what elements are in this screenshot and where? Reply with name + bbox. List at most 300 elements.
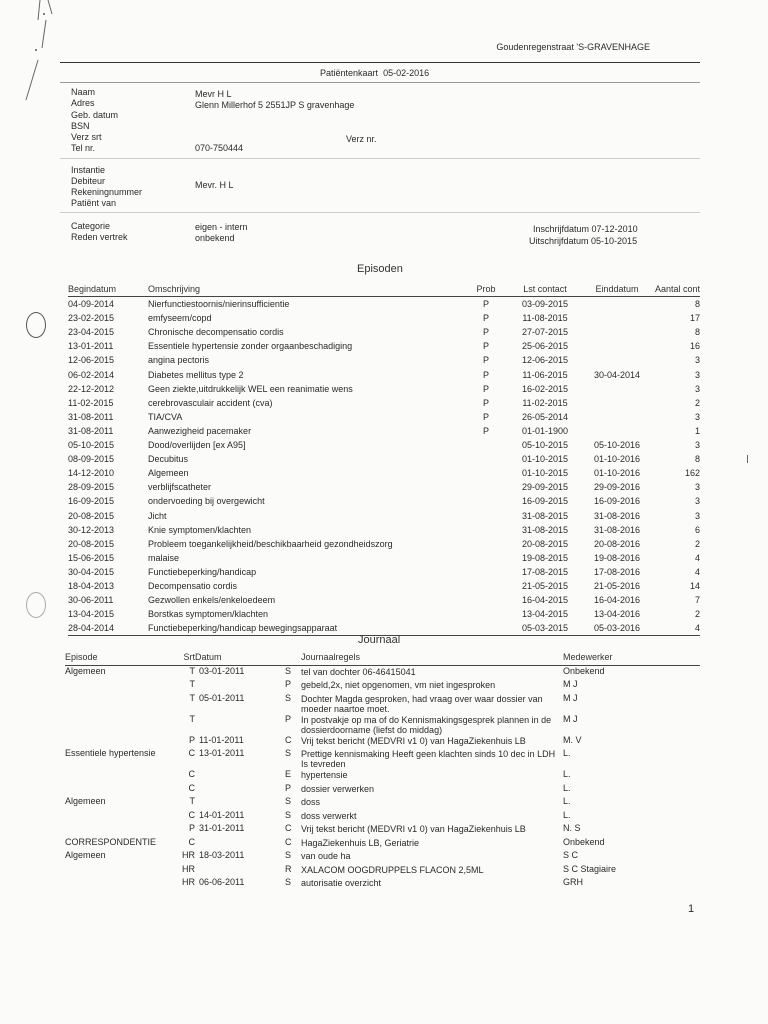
journaalregel-cell: autorisatie overzicht	[301, 878, 382, 888]
einddatum-cell	[582, 297, 652, 312]
datum-cell: 05-01-2011	[199, 692, 245, 703]
srt-cell: C	[188, 769, 195, 779]
medewerker-cell: M J	[563, 713, 578, 724]
aantal-cont-cell: 4	[694, 566, 700, 577]
einddatum-cell: 31-08-2016	[593, 524, 641, 535]
srt-cell: T	[189, 665, 195, 676]
lst-contact-cell: 16-09-2015	[521, 496, 569, 507]
datum-cell	[195, 864, 285, 878]
prob-cell: P	[482, 313, 489, 324]
aantal-cont-cell: 6	[694, 524, 700, 535]
table-row	[68, 297, 700, 312]
episode-cell	[65, 877, 181, 891]
lst-contact-cell: 13-04-2015	[521, 609, 569, 620]
page-number: 1	[688, 903, 695, 915]
einddatum-cell	[582, 353, 652, 367]
srt-cell: P	[188, 823, 195, 833]
episode-cell: Algemeen	[65, 850, 106, 860]
prob-cell	[464, 523, 508, 537]
label-geb-datum: Geb. datum	[71, 110, 119, 120]
type-cell: P	[285, 782, 292, 793]
einddatum-cell	[582, 325, 652, 339]
einddatum-cell	[582, 410, 652, 424]
table-row	[65, 679, 700, 693]
table-row	[68, 325, 700, 339]
header-type	[285, 652, 301, 665]
table-row	[68, 579, 700, 593]
lst-contact-cell: 05-03-2015	[521, 623, 569, 634]
journaal-table	[65, 652, 700, 891]
medewerker-cell: M. V	[563, 734, 582, 745]
scan-scribble-mark	[18, 0, 68, 110]
table-row	[68, 452, 700, 466]
journaal-header-row	[65, 652, 700, 665]
episode-cell	[65, 783, 181, 797]
begindatum-cell: 13-04-2015	[68, 609, 115, 620]
aantal-cont-cell: 7	[694, 595, 700, 606]
datum-cell	[195, 679, 285, 693]
episode-cell: Algemeen	[65, 796, 106, 806]
begindatum-cell: 11-02-2015	[68, 397, 114, 408]
label-verz-srt: Verz srt	[71, 132, 102, 142]
einddatum-cell: 21-05-2016	[593, 580, 641, 591]
table-row	[65, 693, 700, 714]
einddatum-cell: 29-09-2016	[593, 482, 641, 493]
journaalregel-cell: Vrij tekst bericht (MEDVRI v1 0) van HagaZiekenhuis LB	[301, 824, 526, 834]
label-verz-nr: Verz nr.	[346, 134, 377, 144]
begindatum-cell: 08-09-2015	[68, 454, 115, 465]
lst-contact-cell: 20-08-2015	[521, 538, 569, 549]
table-row	[68, 382, 700, 396]
einddatum-cell	[582, 382, 652, 396]
patient-adres: Glenn Millerhof 5 2551JP S gravenhage	[195, 100, 355, 110]
einddatum-cell: 30-04-2014	[593, 369, 641, 380]
type-cell: C	[285, 823, 292, 833]
label-naam: Naam	[71, 87, 96, 97]
lst-contact-cell: 01-10-2015	[521, 468, 569, 479]
journaalregel-cell: HagaZiekenhuis LB, Geriatrie	[301, 837, 420, 848]
einddatum-cell	[582, 396, 652, 410]
srt-cell: T	[189, 692, 195, 703]
omschrijving-cell: Dood/overlijden [ex A95]	[148, 440, 246, 451]
prob-cell	[464, 607, 508, 621]
table-row	[68, 396, 700, 410]
table-row	[65, 850, 700, 864]
label-reden-vertrek: Reden vertrek	[71, 232, 128, 242]
label-categorie: Categorie	[71, 221, 111, 231]
einddatum-cell	[582, 311, 652, 325]
table-row	[65, 864, 700, 878]
type-cell: E	[285, 769, 292, 779]
medewerker-cell: L.	[563, 748, 571, 758]
episode-cell: Algemeen	[65, 665, 106, 676]
aantal-cont-cell: 8	[694, 327, 700, 338]
begindatum-cell: 05-10-2015	[68, 440, 115, 451]
episode-cell: Essentiele hypertensie	[65, 748, 156, 758]
datum-cell: 31-01-2011	[199, 823, 245, 833]
einddatum-cell: 01-10-2016	[593, 454, 641, 465]
lst-contact-cell: 16-04-2015	[521, 595, 569, 606]
type-cell: C	[285, 734, 292, 745]
uitschrijfdatum	[529, 236, 637, 246]
lst-contact-cell: 21-05-2015	[521, 580, 569, 591]
aantal-cont-cell: 8	[694, 454, 700, 465]
aantal-cont-cell: 3	[694, 482, 700, 493]
medewerker-cell: L.	[563, 769, 571, 779]
prob-cell	[464, 452, 508, 466]
table-row	[68, 368, 700, 382]
medewerker-cell: GRH	[563, 877, 583, 887]
label-adres: Adres	[71, 98, 95, 108]
aantal-cont-cell: 3	[694, 369, 700, 380]
aantal-cont-cell: 2	[694, 538, 700, 549]
datum-cell	[195, 783, 285, 797]
srt-cell: HR	[182, 877, 195, 887]
einddatum-cell	[582, 339, 652, 353]
omschrijving-cell: Algemeen	[148, 468, 189, 479]
header-begindatum: Begindatum	[68, 282, 148, 297]
episode-cell	[65, 769, 181, 783]
table-row	[65, 748, 700, 769]
omschrijving-cell: angina pectoris	[148, 355, 210, 366]
srt-cell: T	[189, 713, 195, 724]
einddatum-cell: 13-04-2016	[593, 609, 641, 620]
table-row	[68, 509, 700, 523]
patient-debiteur: Mevr. H L	[195, 180, 234, 190]
lst-contact-cell: 01-01-1900	[521, 425, 569, 436]
uitschrijf-value: 05-10-2015	[591, 236, 638, 246]
episoden-header-row	[68, 282, 700, 297]
begindatum-cell: 31-08-2011	[68, 411, 114, 422]
einddatum-cell: 16-09-2016	[593, 496, 641, 507]
medewerker-cell: Onbekend	[563, 665, 605, 676]
episode-cell	[65, 714, 181, 735]
table-row	[68, 551, 700, 565]
type-cell: S	[285, 850, 292, 860]
medewerker-cell: L.	[563, 796, 571, 806]
lst-contact-cell: 03-09-2015	[521, 299, 569, 310]
type-cell: S	[285, 748, 292, 758]
type-cell: S	[285, 665, 292, 676]
separator-rule	[60, 212, 700, 213]
srt-cell: C	[188, 748, 195, 758]
table-row	[68, 311, 700, 325]
begindatum-cell: 22-12-2012	[68, 383, 115, 394]
table-row	[65, 810, 700, 824]
patient-tel: 070-750444	[195, 143, 244, 153]
lst-contact-cell: 25-06-2015	[521, 341, 569, 352]
patient-categorie: eigen - intern	[195, 222, 248, 232]
omschrijving-cell: Geen ziekte,uitdrukkelijk WEL een reanimatie wens	[148, 383, 353, 394]
einddatum-cell: 20-08-2016	[593, 538, 641, 549]
omschrijving-cell: Aanwezigheid pacemaker	[148, 425, 252, 436]
label-instantie: Instantie	[71, 165, 106, 175]
lst-contact-cell: 31-08-2015	[521, 524, 569, 535]
omschrijving-cell: Diabetes mellitus type 2	[148, 369, 244, 380]
srt-cell: HR	[182, 863, 195, 874]
label-rekeningnummer: Rekeningnummer	[71, 187, 143, 197]
begindatum-cell: 28-04-2014	[68, 623, 115, 634]
einddatum-cell: 19-08-2016	[593, 552, 641, 563]
datum-cell	[195, 714, 285, 735]
prob-cell: P	[482, 299, 489, 310]
table-row	[65, 823, 700, 837]
table-row	[65, 877, 700, 891]
prob-cell: P	[482, 425, 489, 436]
journaalregel-cell: XALACOM OOGDRUPPELS FLACON 2,5ML	[301, 864, 484, 875]
table-row	[68, 565, 700, 579]
label-tel: Tel nr.	[71, 143, 96, 153]
type-cell: R	[285, 863, 292, 874]
type-cell: C	[285, 836, 292, 847]
journaal-title: Journaal	[358, 634, 401, 646]
datum-cell	[195, 796, 285, 810]
patient-reden-vertrek: onbekend	[195, 233, 235, 243]
table-row	[68, 353, 700, 367]
lst-contact-cell: 26-05-2014	[521, 411, 569, 422]
aantal-cont-cell: 3	[694, 355, 700, 366]
table-row	[65, 783, 700, 797]
datum-cell: 06-06-2011	[199, 877, 245, 887]
practice-address: Goudenregenstraat 'S-GRAVENHAGE	[496, 42, 650, 52]
journaalregel-cell: In postvakje op ma of do Kennismakingsgesprek plannen in de dossierdoorname (liefst do middag)	[301, 714, 552, 735]
lst-contact-cell: 11-02-2015	[522, 397, 568, 408]
journaalregel-cell: doss verwerkt	[301, 810, 357, 821]
begindatum-cell: 13-01-2011	[68, 341, 114, 352]
episoden-title: Episoden	[357, 263, 403, 275]
table-row	[68, 410, 700, 424]
medewerker-cell: L.	[563, 809, 571, 820]
header-aantal-cont: Aantal cont	[652, 282, 700, 297]
lst-contact-cell: 17-08-2015	[521, 566, 569, 577]
medewerker-cell: M J	[563, 692, 578, 703]
lst-contact-cell: 11-08-2015	[522, 313, 568, 324]
begindatum-cell: 14-12-2010	[68, 468, 115, 479]
prob-cell	[464, 621, 508, 636]
table-row	[68, 480, 700, 494]
table-row	[65, 665, 700, 679]
aantal-cont-cell: 3	[694, 411, 700, 422]
prob-cell	[464, 537, 508, 551]
prob-cell	[464, 579, 508, 593]
medewerker-cell: S C	[563, 850, 579, 860]
aantal-cont-cell: 4	[694, 552, 700, 563]
journaalregel-cell: Prettige kennismaking Heeft geen klachten sinds 10 dec in LDH Is tevreden	[301, 749, 556, 769]
srt-cell: P	[188, 734, 195, 745]
begindatum-cell: 06-02-2014	[68, 369, 115, 380]
omschrijving-cell: Functiebeperking/handicap	[148, 566, 257, 577]
type-cell: S	[285, 877, 292, 887]
datum-cell	[195, 837, 285, 851]
lst-contact-cell: 05-10-2015	[521, 440, 569, 451]
lst-contact-cell: 19-08-2015	[521, 552, 569, 563]
omschrijving-cell: Functiebeperking/handicap bewegingsapparaat	[148, 623, 338, 634]
header-srt: Srt	[181, 652, 195, 665]
einddatum-cell: 05-03-2016	[593, 623, 641, 634]
einddatum-cell: 17-08-2016	[593, 566, 641, 577]
journaalregel-cell: doss	[301, 797, 321, 807]
table-row	[68, 494, 700, 508]
omschrijving-cell: Probleem toegankelijkheid/beschikbaarheid gezondheidszorg	[148, 538, 393, 549]
label-bsn: BSN	[71, 121, 90, 131]
table-row	[65, 714, 700, 735]
begindatum-cell: 04-09-2014	[68, 299, 115, 310]
lst-contact-cell: 01-10-2015	[521, 454, 569, 465]
omschrijving-cell: Chronische decompensatio cordis	[148, 327, 284, 338]
omschrijving-cell: Decubitus	[148, 454, 189, 465]
episode-cell	[65, 864, 181, 878]
einddatum-cell	[582, 424, 652, 438]
medewerker-cell: L.	[563, 782, 571, 793]
medewerker-cell: Onbekend	[563, 836, 605, 847]
lst-contact-cell: 31-08-2015	[521, 510, 569, 521]
type-cell: P	[285, 713, 292, 724]
prob-cell: P	[482, 383, 489, 394]
lst-contact-cell: 11-06-2015	[522, 369, 568, 380]
aantal-cont-cell: 4	[694, 623, 700, 634]
datum-cell: 11-01-2011	[199, 734, 244, 745]
prob-cell	[464, 466, 508, 480]
label-debiteur: Debiteur	[71, 176, 106, 186]
einddatum-cell: 16-04-2016	[593, 595, 641, 606]
journaalregel-cell: van oude ha	[301, 851, 351, 861]
inschrijf-label: Inschrijfdatum	[533, 224, 590, 234]
table-row	[68, 607, 700, 621]
journaalregel-cell: Dochter Magda gesproken, had vraag over waar dossier van moeder naartoe moet.	[301, 693, 543, 714]
episode-cell	[65, 823, 181, 837]
aantal-cont-cell: 3	[694, 383, 700, 394]
srt-cell: C	[188, 836, 195, 847]
datum-cell: 14-01-2011	[199, 809, 245, 820]
prob-cell	[464, 593, 508, 607]
aantal-cont-cell: 2	[694, 609, 700, 620]
episode-cell: CORRESPONDENTIE	[65, 836, 157, 847]
header-datum: Datum	[195, 652, 285, 665]
begindatum-cell: 31-08-2011	[68, 425, 114, 436]
prob-cell	[464, 551, 508, 565]
separator-rule	[60, 158, 700, 159]
lst-contact-cell: 12-06-2015	[521, 355, 569, 366]
omschrijving-cell: Nierfunctiestoornis/nierinsufficientie	[148, 299, 290, 310]
lst-contact-cell: 29-09-2015	[521, 482, 569, 493]
begindatum-cell: 30-06-2011	[68, 595, 114, 606]
episode-cell	[65, 693, 181, 714]
patient-naam: Mevr H L	[195, 89, 232, 99]
prob-cell: P	[482, 369, 489, 380]
table-row	[68, 593, 700, 607]
punch-hole-icon	[26, 592, 46, 618]
header-rule	[60, 62, 700, 63]
table-row	[65, 769, 700, 783]
journaalregel-cell: dossier verwerken	[301, 783, 375, 794]
prob-cell	[464, 509, 508, 523]
title-rule	[60, 82, 700, 83]
aantal-cont-cell: 14	[689, 580, 700, 591]
datum-cell	[195, 769, 285, 783]
aantal-cont-cell: 1	[694, 425, 700, 436]
episoden-table	[68, 282, 700, 636]
omschrijving-cell: Borstkas symptomen/klachten	[148, 609, 269, 620]
srt-cell: C	[188, 809, 195, 820]
journaalregel-cell: Vrij tekst bericht (MEDVRI v1 0) van HagaZiekenhuis LB	[301, 735, 526, 746]
card-title	[320, 68, 429, 78]
table-row	[68, 523, 700, 537]
begindatum-cell: 20-08-2015	[68, 538, 115, 549]
begindatum-cell: 20-08-2015	[68, 510, 115, 521]
aantal-cont-cell: 8	[694, 299, 700, 310]
journaalregel-cell: gebeld,2x, niet opgenomen, vm niet ingesproken	[301, 680, 496, 690]
label-patient-van: Patiënt van	[71, 198, 117, 208]
inschrijf-value: 07-12-2010	[591, 224, 638, 234]
begindatum-cell: 30-12-2013	[68, 524, 115, 535]
omschrijving-cell: Decompensatio cordis	[148, 580, 238, 591]
aantal-cont-cell: 3	[694, 440, 700, 451]
prob-cell	[464, 565, 508, 579]
episode-cell	[65, 679, 181, 693]
header-einddatum: Einddatum	[582, 282, 652, 297]
omschrijving-cell: verblijfscatheter	[148, 482, 212, 493]
prob-cell: P	[482, 355, 489, 366]
header-omschrijving: Omschrijving	[148, 282, 464, 297]
table-row	[65, 837, 700, 851]
aantal-cont-cell: 3	[694, 510, 700, 521]
table-row	[68, 438, 700, 452]
einddatum-cell: 01-10-2016	[593, 468, 641, 479]
begindatum-cell: 16-09-2015	[68, 496, 115, 507]
begindatum-cell: 30-04-2015	[68, 566, 115, 577]
type-cell: S	[285, 796, 292, 806]
card-date: 05-02-2016	[383, 68, 430, 78]
table-row	[65, 796, 700, 810]
card-title-label: Patiëntenkaart	[320, 68, 379, 78]
inschrijfdatum	[533, 224, 638, 234]
aantal-cont-cell: 17	[689, 313, 700, 324]
omschrijving-cell: cerebrovasculair accident (cva)	[148, 397, 273, 408]
scan-tick-mark	[747, 455, 748, 463]
srt-cell: HR	[182, 850, 195, 860]
begindatum-cell: 28-09-2015	[68, 482, 115, 493]
begindatum-cell: 15-06-2015	[68, 552, 115, 563]
prob-cell: P	[482, 397, 489, 408]
omschrijving-cell: ondervoeding bij overgewicht	[148, 496, 265, 507]
header-episode: Episode	[65, 652, 181, 665]
prob-cell: P	[482, 341, 489, 352]
type-cell: P	[285, 679, 292, 689]
header-medewerker: Medewerker	[563, 652, 700, 665]
header-journaalregel: Journaalregels	[301, 652, 563, 665]
srt-cell: T	[189, 796, 195, 806]
datum-cell: 03-01-2011	[199, 665, 245, 676]
srt-cell: T	[189, 679, 195, 689]
einddatum-cell: 05-10-2016	[593, 440, 641, 451]
omschrijving-cell: Gezwollen enkels/enkeloedeem	[148, 595, 276, 606]
prob-cell	[464, 480, 508, 494]
medewerker-cell: S C Stagiaire	[563, 863, 617, 874]
prob-cell: P	[482, 327, 489, 338]
table-row	[68, 339, 700, 353]
omschrijving-cell: Essentiele hypertensie zonder orgaanbeschadiging	[148, 341, 353, 352]
episode-cell	[65, 735, 181, 749]
aantal-cont-cell: 162	[684, 468, 700, 479]
table-row	[68, 466, 700, 480]
begindatum-cell: 23-02-2015	[68, 313, 115, 324]
table-row	[68, 537, 700, 551]
header-lst-contact: Lst contact	[508, 282, 582, 297]
punch-hole-icon	[26, 312, 46, 338]
medewerker-cell: M J	[563, 679, 578, 689]
aantal-cont-cell: 3	[694, 496, 700, 507]
omschrijving-cell: TIA/CVA	[148, 411, 183, 422]
